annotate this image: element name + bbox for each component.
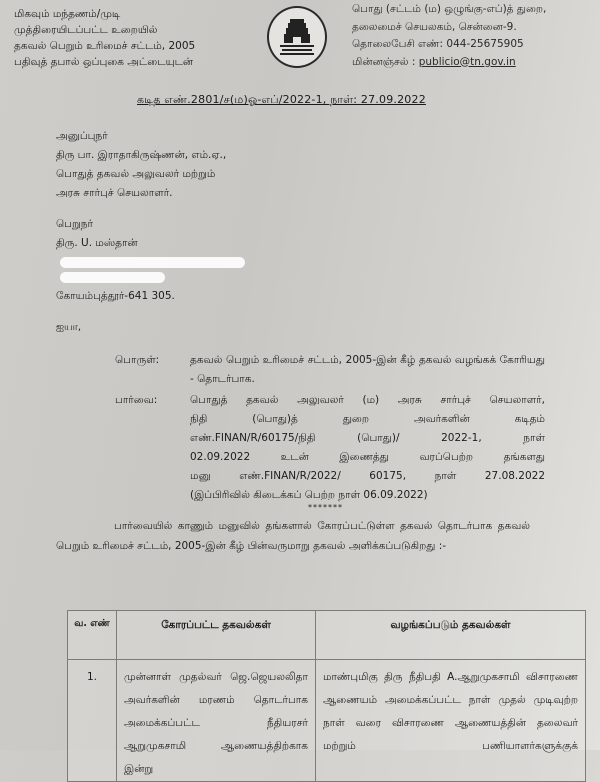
letter-classification — [14, 6, 195, 70]
secretariat-line: தலைமைச் செயலகம், சென்னை-9. — [352, 20, 517, 33]
letter-reference-number: கடித எண்.2801/ச(ம)ஓ-எப்/2022-1, நாள்: 27.09.2022 — [137, 93, 426, 106]
reference-line: 02.09.2022 உடன் இணைத்து வரப்பெற்ற தங்களது — [190, 451, 545, 463]
information-table — [67, 610, 586, 782]
sender-heading: அனுப்புநர் — [56, 130, 108, 142]
sender-block — [56, 127, 226, 203]
phone-line: தொலைபேசி எண்: 044-25675905 — [352, 38, 524, 50]
reference-row — [115, 391, 545, 505]
reference-line: மனு எண்.FINAN/R/2022/ 60175, நாள் 27.08.2022 — [190, 470, 545, 482]
table-header-row — [68, 611, 586, 660]
row-requested-info: முன்னாள் முதல்வர் ஜெ.ஜெயலலிதா அவர்களின் மரணம் தொடர்பாக அமைக்கப்பட்ட நீதியரசர் ஆறுமுகசாமி ஆணையத்திற்காக இன்று — [117, 660, 316, 782]
subject-row — [115, 351, 545, 389]
subject-text: தகவல் பெறும் உரிமைச் சட்டம், 2005-இன் கீழ் தகவல் வழங்கக் கோரியது - தொடர்பாக. — [190, 354, 545, 385]
email-label: மின்னஞ்சல் : — [352, 55, 419, 68]
subject-label: பொருள்: — [115, 354, 160, 366]
classification-line: தகவல் பெறும் உரிமைச் சட்டம், 2005 — [14, 40, 196, 52]
reference-line: (இப்பிரிவில் கிடைக்கப் பெற்ற நாள் 06.09.2022) — [190, 489, 428, 501]
redacted-address-line — [60, 272, 165, 283]
classification-line: முத்திரையிடப்பட்ட உறையில் — [14, 24, 158, 36]
section-separator: ******* — [308, 503, 343, 512]
classification-line: பதிவுத் தபால் ஒப்புகை அட்டையுடன் — [14, 56, 194, 68]
column-header-serial: வ. எண் — [68, 611, 117, 660]
redacted-address-line — [60, 257, 245, 268]
government-emblem-icon — [267, 6, 327, 68]
column-header-provided: வழங்கப்படும் தகவல்கள் — [316, 611, 586, 660]
reference-text — [190, 391, 545, 505]
reference-label: பார்வை: — [115, 394, 158, 406]
department-address — [352, 1, 546, 71]
recipient-city: கோயம்புத்தூர்-641 305. — [56, 290, 175, 302]
recipient-heading: பெறுநர் — [56, 218, 93, 230]
department-line: பொது (சட்டம் (ம) ஒழுங்கு-எப்)த் துறை, — [352, 3, 547, 15]
reference-line: நிதி (பொது)த் துறை அவர்களின் கடிதம் — [190, 413, 545, 425]
row-serial: 1. — [68, 660, 117, 782]
recipient-block — [56, 215, 245, 306]
sender-designation: பொதுத் தகவல் அலுவலர் மற்றும் — [56, 168, 216, 180]
row-provided-info: மாண்புமிகு திரு நீதிபதி A.ஆறுமுகசாமி விசாரணை ஆணையம் அமைக்கப்பட்ட நாள் முதல் முடிவுற்ற நாள் வரை விசாரணை ஆணையத்தின் தலைவர் மற்றும் பணியாளர்களுக்குக் — [316, 660, 586, 782]
sender-designation: அரசு சார்புச் செயலாளர். — [56, 187, 173, 199]
column-header-requested: கோரப்பட்ட தகவல்கள் — [117, 611, 316, 660]
email-link[interactable]: publicio@tn.gov.in — [418, 55, 516, 68]
recipient-name: திரு. U. மஸ்தான் — [56, 237, 138, 249]
sender-name: திரு பா. இராதாகிருஷ்ணன், எம்.ஏ., — [56, 149, 227, 161]
body-paragraph: பார்வையில் காணும் மனுவில் தங்களால் கோரப்பட்டுள்ள தகவல் தொடர்பாக தகவல் பெறும் உரிமைச் சட்டம், 2005-இன் கீழ் பின்வருமாறு தகவல் அளிக்கப்படுகிறது :- — [56, 520, 530, 552]
reference-line: பொதுத் தகவல் அலுவலர் (ம) அரசு சார்புச் செயலாளர், — [190, 394, 545, 406]
reference-line: எண்.FINAN/R/60175/நிதி (பொது)/ 2022-1, நாள் — [190, 432, 545, 444]
salutation: ஐயா, — [56, 322, 82, 333]
table-row — [68, 660, 586, 782]
classification-line: மிகவும் மந்தணம்/முடி — [14, 8, 121, 20]
email-line — [352, 54, 546, 72]
